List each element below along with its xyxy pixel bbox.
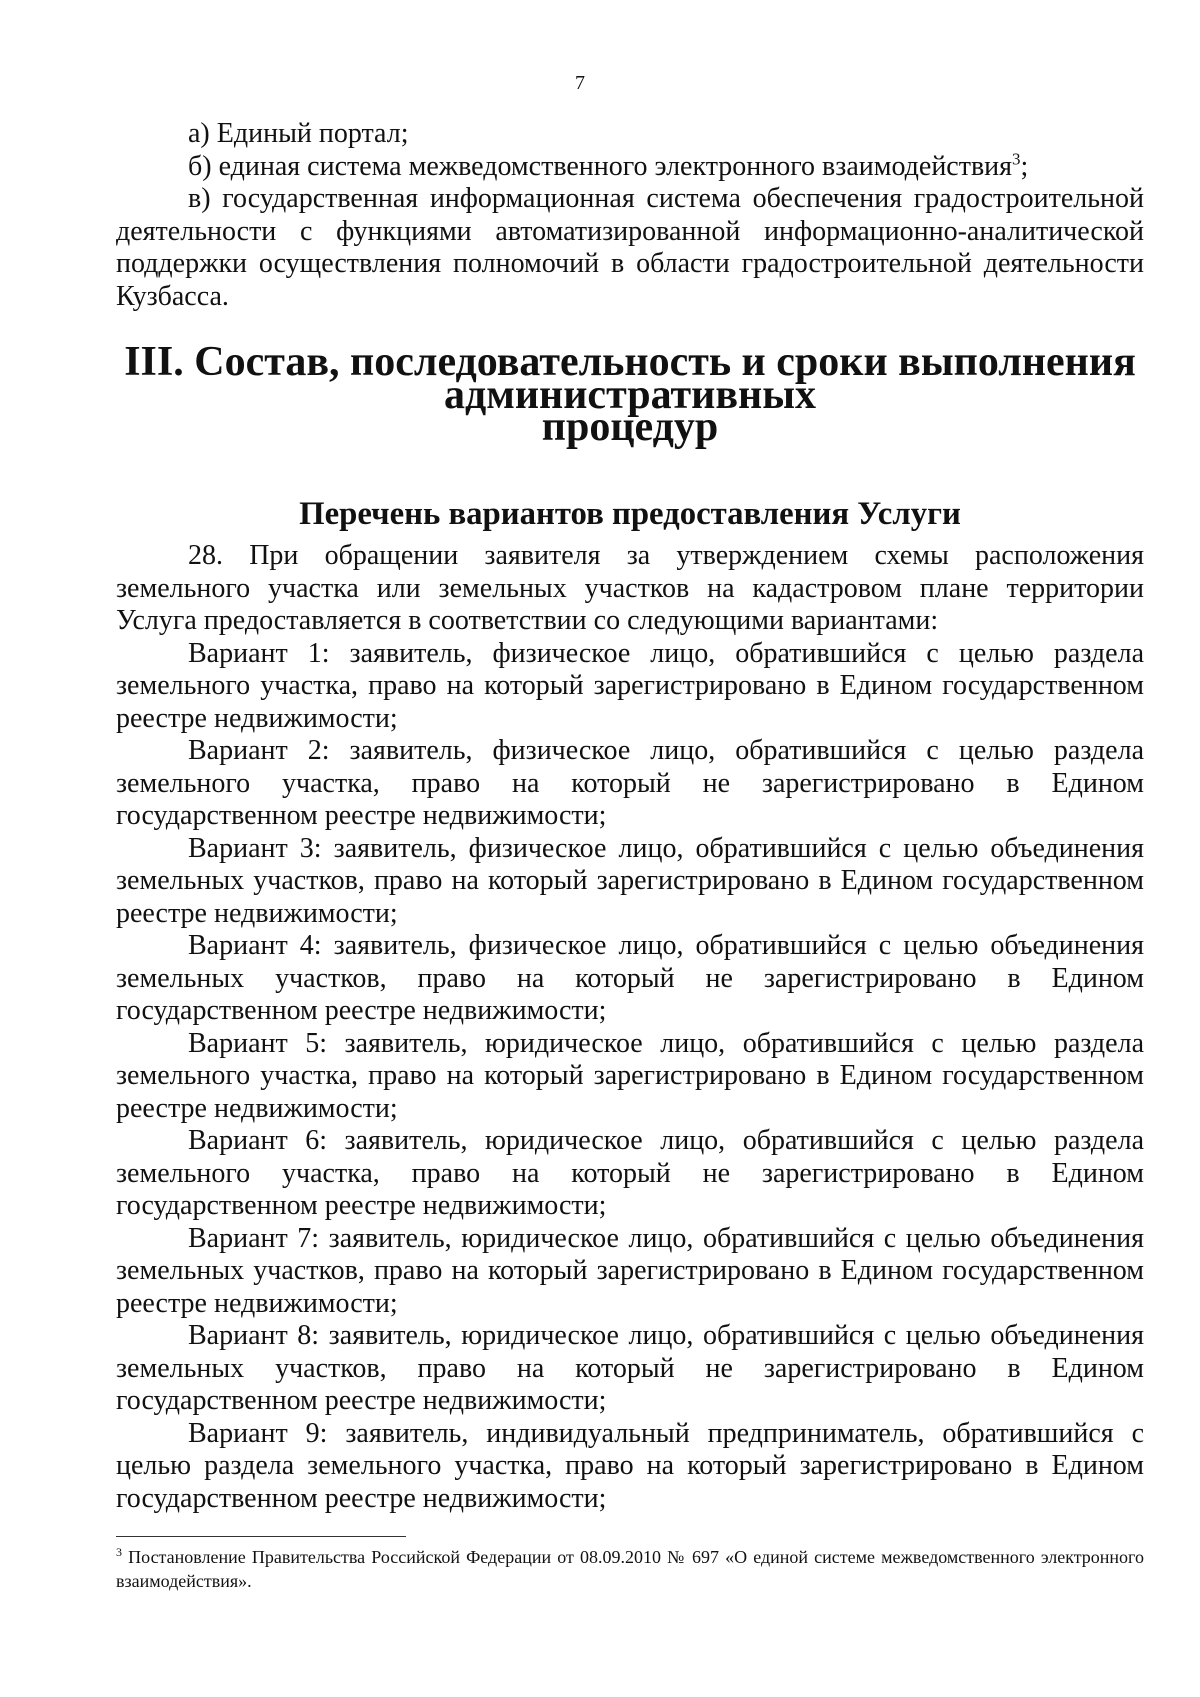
list-item-b <box>116 151 1144 184</box>
list-item-c: в) государственная информационная система обеспечения градостроительной деятельности с функциями автоматизированной информационно-аналитической поддержки осуществления полномочий в области градостроительной деятельности Кузбасса. <box>116 183 1144 312</box>
footnote-mark: 3 <box>116 1545 122 1559</box>
variant-5: Вариант 5: заявитель, юридическое лицо, обратившийся с целью раздела земельного участка, право на который зарегистрировано в Едином государственном реестре недвижимости; <box>116 1027 1144 1124</box>
section-heading <box>116 339 1144 450</box>
list-item-a: а) Единый портал; <box>188 118 409 149</box>
page-content <box>116 118 1144 1515</box>
section-heading-line1: III. Состав, последовательность и сроки выполнения административных <box>124 339 1136 418</box>
variant-6: Вариант 6: заявитель, юридическое лицо, обратившийся с целью раздела земельного участка, право на который не зарегистрировано в Едином государственном реестре недвижимости; <box>116 1125 1144 1221</box>
variant-9: Вариант 9: заявитель, индивидуальный предприниматель, обратившийся с целью раздела земельного участка, право на который зарегистрировано в Едином государственном реестре недвижимости; <box>116 1417 1144 1514</box>
variant-3: Вариант 3: заявитель, физическое лицо, обратившийся с целью объединения земельных участков, право на который зарегистрировано в Едином государственном реестре недвижимости; <box>116 832 1144 929</box>
footnote-text: Постановление Правительства Российской Федерации от 08.09.2010 № 697 «О единой системе межведомственного электронного взаимодействия». <box>116 1547 1144 1591</box>
footnote <box>116 1545 1144 1593</box>
variant-2: Вариант 2: заявитель, физическое лицо, обратившийся с целью раздела земельного участка, право на который не зарегистрировано в Едином государственном реестре недвижимости; <box>116 735 1144 831</box>
list-item-b-text: б) единая система межведомственного электронного взаимодействия <box>188 150 1013 182</box>
section-heading-line2: процедур <box>541 404 719 450</box>
variant-1: Вариант 1: заявитель, физическое лицо, обратившийся с целью раздела земельного участка, право на который зарегистрировано в Едином государственном реестре недвижимости; <box>116 637 1144 734</box>
variant-8: Вариант 8: заявитель, юридическое лицо, обратившийся с целью объединения земельных участков, право на который не зарегистрировано в Едином государственном реестре недвижимости; <box>116 1320 1144 1416</box>
page-number: 7 <box>575 72 585 94</box>
footnote-ref-mark: 3 <box>1012 149 1021 169</box>
subheading: Перечень вариантов предоставления Услуги <box>299 495 961 532</box>
variant-7: Вариант 7: заявитель, юридическое лицо, обратившийся с целью объединения земельных участков, право на который зарегистрировано в Едином государственном реестре недвижимости; <box>116 1222 1144 1319</box>
list-item-b-tail: ; <box>1020 150 1029 182</box>
footnote-divider <box>116 1536 406 1537</box>
variant-4: Вариант 4: заявитель, физическое лицо, обратившийся с целью объединения земельных участков, право на который не зарегистрировано в Едином государственном реестре недвижимости; <box>116 930 1144 1026</box>
paragraph-28: 28. При обращении заявителя за утверждением схемы расположения земельного участка или земельных участков на кадастровом плане территории Услуга предоставляется в соответствии со следующими вариантами: <box>116 540 1144 636</box>
